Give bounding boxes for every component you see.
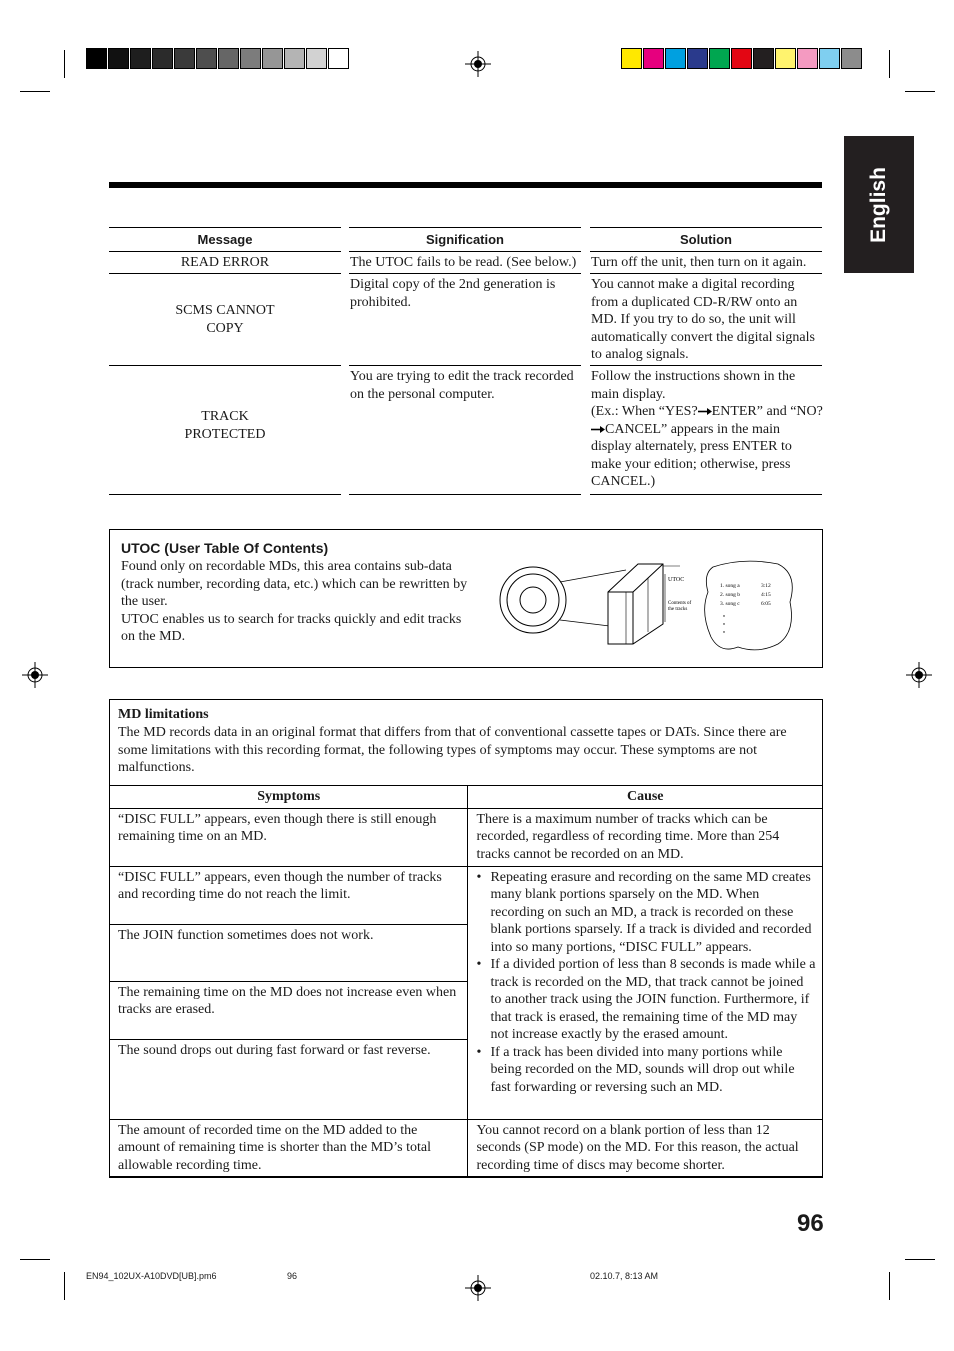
- header-signification: Signification: [426, 232, 504, 247]
- svg-text:3. song c: 3. song c: [720, 601, 740, 607]
- row-solution: Turn off the unit, then turn on it again.: [591, 255, 807, 270]
- registration-target-icon: [22, 662, 48, 688]
- cause-bullet: • Repeating erasure and recording on the same MD creates many blank portions sparsely on the MD. When recording on such an MD, a track is recorded on these blank portions sparsely. If a track is divided and recorded into so many portions, “DISC FULL” appears.: [476, 869, 816, 957]
- md-limitations-intro: The MD records data in an original format that differs from that of conventional cassette tapes or DATs. Since there are some limitations with this recording format, the following types of symptoms may occur. These symptoms are not malfunctions.: [118, 725, 787, 775]
- contents-label: Contents of: [668, 601, 692, 606]
- cause-cell: [468, 866, 823, 1119]
- utoc-description: Found only on recordable MDs, this area contains sub-data (track number, recording data, etc.) which can be rewritten by the user. UTOC enables us to search for tracks quickly and edit tracks on the MD.: [121, 559, 468, 644]
- row-message: READ ERROR: [180, 255, 270, 270]
- footer-date: 02.10.7, 8:13 AM: [590, 1271, 659, 1281]
- crop-mark: [889, 1272, 890, 1300]
- calibration-swatch: [753, 48, 774, 69]
- header-message: Message: [197, 232, 253, 247]
- crop-mark: [889, 50, 890, 78]
- language-tab: [844, 136, 914, 273]
- svg-text:6:05: 6:05: [761, 601, 771, 607]
- calibration-swatch: [797, 48, 818, 69]
- calibration-swatch: [709, 48, 730, 69]
- crop-mark: [905, 1259, 935, 1260]
- calibration-swatch: [262, 48, 283, 69]
- row-signification: You are trying to edit the track recorded on the personal computer.: [350, 369, 574, 402]
- page-number: 96: [797, 1210, 824, 1237]
- header-symptoms: Symptoms: [110, 786, 468, 809]
- calibration-swatch: [621, 48, 642, 69]
- md-limitations-table: [109, 785, 823, 1178]
- row-message: TRACK PROTECTED: [184, 409, 266, 442]
- calibration-swatch: [108, 48, 129, 69]
- cause-bullet: • If a track has been divided into many portions while being recorded on the MD, sounds will drop out while fast forwarding or reversing such an MD.: [476, 1044, 816, 1097]
- track-list-bubble: [705, 561, 793, 650]
- crop-mark: [20, 91, 50, 92]
- row-signification: The UTOC fails to be read. (See below.): [350, 255, 577, 270]
- calibration-swatch: [643, 48, 664, 69]
- symptom-cell: The amount of recorded time on the MD added to the amount of remaining time is shorter than the MD’s total allowable recording time.: [110, 1119, 468, 1177]
- symptom-cell: The sound drops out during fast forward or fast reverse.: [110, 1039, 468, 1119]
- symptom-cell: The remaining time on the MD does not increase even when tracks are erased.: [110, 981, 468, 1039]
- svg-text:2. song b: 2. song b: [720, 592, 741, 598]
- calibration-swatch: [240, 48, 261, 69]
- calibration-swatch: [687, 48, 708, 69]
- gray-calibration-strip: [86, 48, 350, 70]
- language-tab-label: English: [867, 166, 890, 243]
- footer-file: EN94_102UX-A10DVD[UB].pm6: [86, 1271, 217, 1281]
- svg-text:3:12: 3:12: [761, 583, 771, 589]
- calibration-swatch: [152, 48, 173, 69]
- calibration-swatch: [819, 48, 840, 69]
- calibration-swatch: [665, 48, 686, 69]
- arrow-right-icon: [591, 425, 605, 434]
- crop-mark: [64, 50, 65, 78]
- calibration-swatch: [775, 48, 796, 69]
- utoc-diagram: [498, 552, 798, 660]
- cause-cell: You cannot record on a blank portion of less than 12 seconds (SP mode) on the MD. For this reason, the actual recording time of discs may become shorter.: [468, 1119, 823, 1177]
- row-signification: Digital copy of the 2nd generation is prohibited.: [350, 277, 556, 310]
- header-solution: Solution: [680, 232, 732, 247]
- footer-page: 96: [287, 1271, 298, 1281]
- section-top-bar: [109, 182, 822, 188]
- symptom-cell: “DISC FULL” appears, even though the number of tracks and recording time do not reach the limit.: [110, 866, 468, 924]
- utoc-title: UTOC (User Table Of Contents): [121, 540, 329, 556]
- md-limitations-title: MD limitations: [118, 707, 209, 722]
- row-solution: You cannot make a digital recording from a duplicated CD-R/RW onto an MD. If you try to do so, the unit will automatically convert the digital signals to analog signals.: [591, 277, 815, 362]
- crop-mark: [20, 1259, 50, 1260]
- calibration-swatch: [731, 48, 752, 69]
- calibration-swatch: [174, 48, 195, 69]
- calibration-swatch: [218, 48, 239, 69]
- calibration-swatch: [284, 48, 305, 69]
- calibration-swatch: [841, 48, 862, 69]
- header-cause: Cause: [468, 786, 823, 809]
- calibration-swatch: [196, 48, 217, 69]
- cause-cell: There is a maximum number of tracks which can be recorded, regardless of recording time. More than 254 tracks cannot be recorded on an MD.: [468, 808, 823, 866]
- utoc-box: [109, 529, 823, 668]
- utoc-label: UTOC: [668, 577, 685, 583]
- calibration-swatch: [306, 48, 327, 69]
- crop-mark: [64, 1272, 65, 1300]
- calibration-swatch: [86, 48, 107, 69]
- arrow-right-icon: [698, 407, 712, 416]
- row-solution: Follow the instructions shown in the main display. (Ex.: When “YES? ENTER” and “NO?CANCEL” appears in the main display alternately, press ENTER to make your edition; otherwise, press CANCEL.): [591, 369, 823, 489]
- row-message: SCMS CANNOT COPY: [175, 303, 275, 336]
- symptom-cell: “DISC FULL” appears, even though there is still enough remaining time on an MD.: [110, 808, 468, 866]
- crop-mark: [905, 91, 935, 92]
- calibration-swatch: [328, 48, 349, 69]
- contents-label: the tracks: [668, 607, 688, 612]
- registration-target-icon: [465, 1275, 491, 1301]
- registration-target-icon: [906, 662, 932, 688]
- symptom-cell: The JOIN function sometimes does not work.: [110, 924, 468, 981]
- calibration-swatch: [130, 48, 151, 69]
- cause-bullet: • If a divided portion of less than 8 seconds is made while a track is recorded on the MD, that track cannot be joined to another track using the JOIN function. Furthermore, if that track is erased, the remaining time of the MD may not increase exactly by the erased amount.: [476, 956, 816, 1044]
- svg-text:4:15: 4:15: [761, 592, 771, 598]
- svg-text:1. song a: 1. song a: [720, 583, 740, 589]
- registration-target-icon: [465, 51, 491, 77]
- color-calibration-strip: [621, 48, 863, 70]
